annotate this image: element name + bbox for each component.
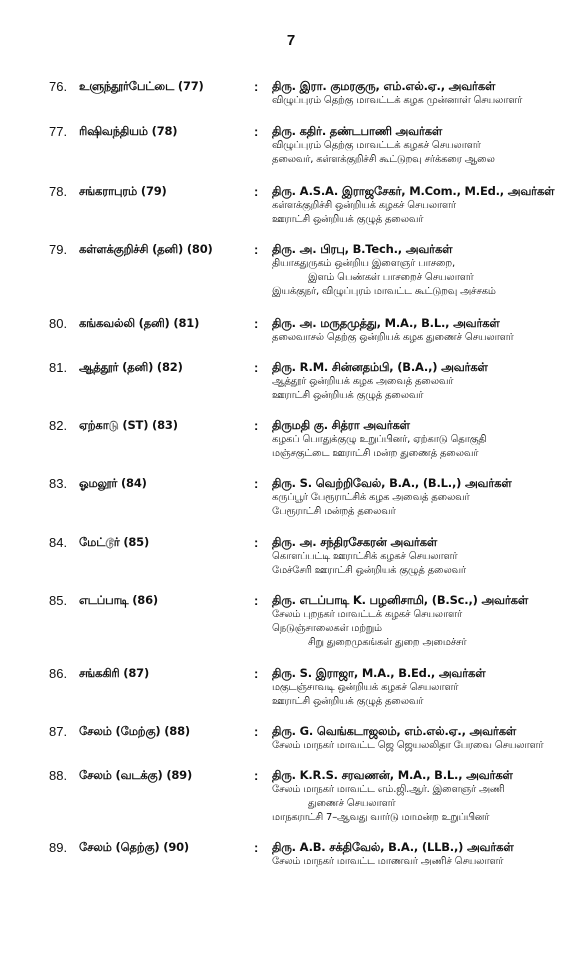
entry-number: 89. <box>49 840 68 855</box>
candidate-details <box>272 724 572 753</box>
separator-colon: : <box>254 360 259 375</box>
separator-colon: : <box>254 593 259 608</box>
separator-colon: : <box>254 316 259 331</box>
candidate-name: திரு. அ. மருதமுத்து, M.A., B.L., அவர்கள் <box>272 316 500 330</box>
detail-line: துணைச் செயலாளர் <box>308 798 396 809</box>
constituency-name: கள்ளக்குறிச்சி (தனி) (80) <box>79 242 213 256</box>
entry-number: 83. <box>49 476 68 491</box>
detail-line: விழுப்புரம் தெற்கு மாவட்டக் கழகச் செயலாளர் <box>272 140 481 151</box>
detail-line: ஊராட்சி ஒன்றியக் குழுத் தலைவர் <box>272 390 424 401</box>
constituency-name: ஏற்காடு (ST) (83) <box>79 418 178 432</box>
candidate-details <box>272 666 572 709</box>
candidate-name: திரு. G. வெங்கடாஜலம், எம்.எல்.ஏ., அவர்கள் <box>272 724 517 738</box>
candidate-name: திரு. A.B. சக்திவேல், B.A., (LLB.,) அவர்கள் <box>272 840 514 854</box>
separator-colon: : <box>254 840 259 855</box>
candidate-details <box>272 184 572 227</box>
separator-colon: : <box>254 242 259 257</box>
candidate-details <box>272 840 572 869</box>
detail-line: விழுப்புரம் தெற்கு மாவட்டக் கழக முன்னாள் செயலாளர் <box>272 95 523 106</box>
candidate-details <box>272 476 572 519</box>
detail-line: சேலம் மாநகர் மாவட்ட ஜெ ஜெயலலிதா பேரவை செயலாளர் <box>272 740 544 751</box>
candidate-details <box>272 124 572 167</box>
detail-line: சேலம் மாநகர் மாவட்ட எம்.ஜி.ஆர். இளைஞர் அணி <box>272 784 505 795</box>
entry-number: 85. <box>49 593 68 608</box>
separator-colon: : <box>254 768 259 783</box>
detail-line: தலைவர், கள்ளக்குறிச்சி கூட்டுறவு சர்க்கரை ஆலை <box>272 154 495 165</box>
detail-line: கருப்பூர் பேரூராட்சிக் கழக அவைத் தலைவர் <box>272 492 470 503</box>
constituency-name: சங்ககிரி (87) <box>79 666 150 680</box>
candidate-name: திரு. A.S.A. இராஜசேகர், M.Com., M.Ed., அவர்கள் <box>272 184 555 198</box>
separator-colon: : <box>254 724 259 739</box>
detail-line: மகுடஞ்சாவடி ஒன்றியக் கழகச் செயலாளர் <box>272 682 459 693</box>
detail-line: தலைவாசல் தெற்கு ஒன்றியக் கழக துணைச் செயலாளர் <box>272 332 514 343</box>
constituency-name: எடப்பாடி (86) <box>79 593 158 607</box>
detail-line: ஊராட்சி ஒன்றியக் குழுத் தலைவர் <box>272 696 424 707</box>
constituency-name: உளுந்தூர்பேட்டை (77) <box>79 79 204 93</box>
separator-colon: : <box>254 79 259 94</box>
separator-colon: : <box>254 124 259 139</box>
detail-line: ஊராட்சி ஒன்றியக் குழுத் தலைவர் <box>272 214 424 225</box>
candidate-details <box>272 593 572 650</box>
candidate-name: திரு. கதிர். தண்டபாணி அவர்கள் <box>272 124 443 138</box>
detail-line: மாநகராட்சி 7–ஆவது வார்டு மாமன்ற உறுப்பினர் <box>272 812 490 823</box>
entry-number: 78. <box>49 184 68 199</box>
candidate-name: திரு. K.R.S. சரவணன், M.A., B.L., அவர்கள் <box>272 768 513 782</box>
entry-number: 77. <box>49 124 68 139</box>
constituency-name: சேலம் (மேற்கு) (88) <box>79 724 190 738</box>
entry-number: 87. <box>49 724 68 739</box>
entry-number: 86. <box>49 666 68 681</box>
detail-line: கள்ளக்குறிச்சி ஒன்றியக் கழகச் செயலாளர் <box>272 200 456 211</box>
detail-line: பேரூராட்சி மன்றத் தலைவர் <box>272 506 396 517</box>
constituency-name: ஆத்தூர் (தனி) (82) <box>79 360 183 374</box>
candidate-name: திரு. S. இராஜா, M.A., B.Ed., அவர்கள் <box>272 666 486 680</box>
detail-line: சிறு துறைமுகங்கள் துறை அமைச்சர் <box>308 637 467 648</box>
constituency-name: சேலம் (தெற்கு) (90) <box>79 840 189 854</box>
candidate-name: திரு. இரா. குமரகுரு, எம்.எல்.ஏ., அவர்கள் <box>272 79 496 93</box>
entry-number: 84. <box>49 535 68 550</box>
detail-line: நெடுஞ்சாலைகள் மற்றும் <box>272 623 382 634</box>
detail-line: இயக்குநர், விழுப்புரம் மாவட்ட கூட்டுறவு அச்சகம் <box>272 286 496 297</box>
candidate-name: திரு. S. வெற்றிவேல், B.A., (B.L.,) அவர்கள் <box>272 476 512 490</box>
candidate-name: திருமதி கு. சித்ரா அவர்கள் <box>272 418 410 432</box>
detail-line: தியாகதுருகம் ஒன்றிய இளைஞர் பாசறை, <box>272 258 455 269</box>
detail-line: மேச்சேரி ஊராட்சி ஒன்றியக் குழுத் தலைவர் <box>272 565 466 576</box>
entry-number: 76. <box>49 79 68 94</box>
candidate-name: திரு. R.M. சின்னதம்பி, (B.A.,) அவர்கள் <box>272 360 488 374</box>
constituency-name: சங்கராபுரம் (79) <box>79 184 167 198</box>
detail-line: கழகப் பொதுக்குழு உறுப்பினர், ஏற்காடு தொகுதி <box>272 434 487 445</box>
candidate-details <box>272 535 572 578</box>
entry-number: 81. <box>49 360 68 375</box>
candidate-details <box>272 242 572 299</box>
candidate-details <box>272 316 572 345</box>
constituency-name: சேலம் (வடக்கு) (89) <box>79 768 193 782</box>
detail-line: கொளப்பட்டி ஊராட்சிக் கழகச் செயலாளர் <box>272 551 458 562</box>
constituency-name: கங்கவல்லி (தனி) (81) <box>79 316 200 330</box>
entry-number: 80. <box>49 316 68 331</box>
candidate-details <box>272 360 572 403</box>
candidate-details <box>272 418 572 461</box>
entry-number: 82. <box>49 418 68 433</box>
separator-colon: : <box>254 418 259 433</box>
separator-colon: : <box>254 476 259 491</box>
entry-number: 79. <box>49 242 68 257</box>
candidate-name: திரு. அ. சந்திரசேகரன் அவர்கள் <box>272 535 438 549</box>
constituency-name: ரிஷிவந்தியம் (78) <box>79 124 178 138</box>
separator-colon: : <box>254 184 259 199</box>
detail-line: இளம் பெண்கள் பாசறைச் செயலாளர் <box>308 272 474 283</box>
detail-line: மஞ்சகுட்டை ஊராட்சி மன்ற துணைத் தலைவர் <box>272 448 479 459</box>
entry-number: 88. <box>49 768 68 783</box>
candidate-details <box>272 79 572 108</box>
separator-colon: : <box>254 666 259 681</box>
constituency-name: ஓமலூர் (84) <box>79 476 147 490</box>
detail-line: சேலம் புறநகர் மாவட்டக் கழகச் செயலாளர் <box>272 609 462 620</box>
candidate-details <box>272 768 572 825</box>
page-number: 7 <box>286 32 296 49</box>
separator-colon: : <box>254 535 259 550</box>
candidate-name: திரு. எடப்பாடி K. பழனிசாமி, (B.Sc.,) அவர்கள் <box>272 593 528 607</box>
detail-line: ஆத்தூர் ஒன்றியக் கழக அவைத் தலைவர் <box>272 376 454 387</box>
constituency-name: மேட்டூர் (85) <box>79 535 150 549</box>
candidate-name: திரு. அ. பிரபு, B.Tech., அவர்கள் <box>272 242 453 256</box>
detail-line: சேலம் மாநகர் மாவட்ட மாணவர் அணிச் செயலாளர் <box>272 856 504 867</box>
